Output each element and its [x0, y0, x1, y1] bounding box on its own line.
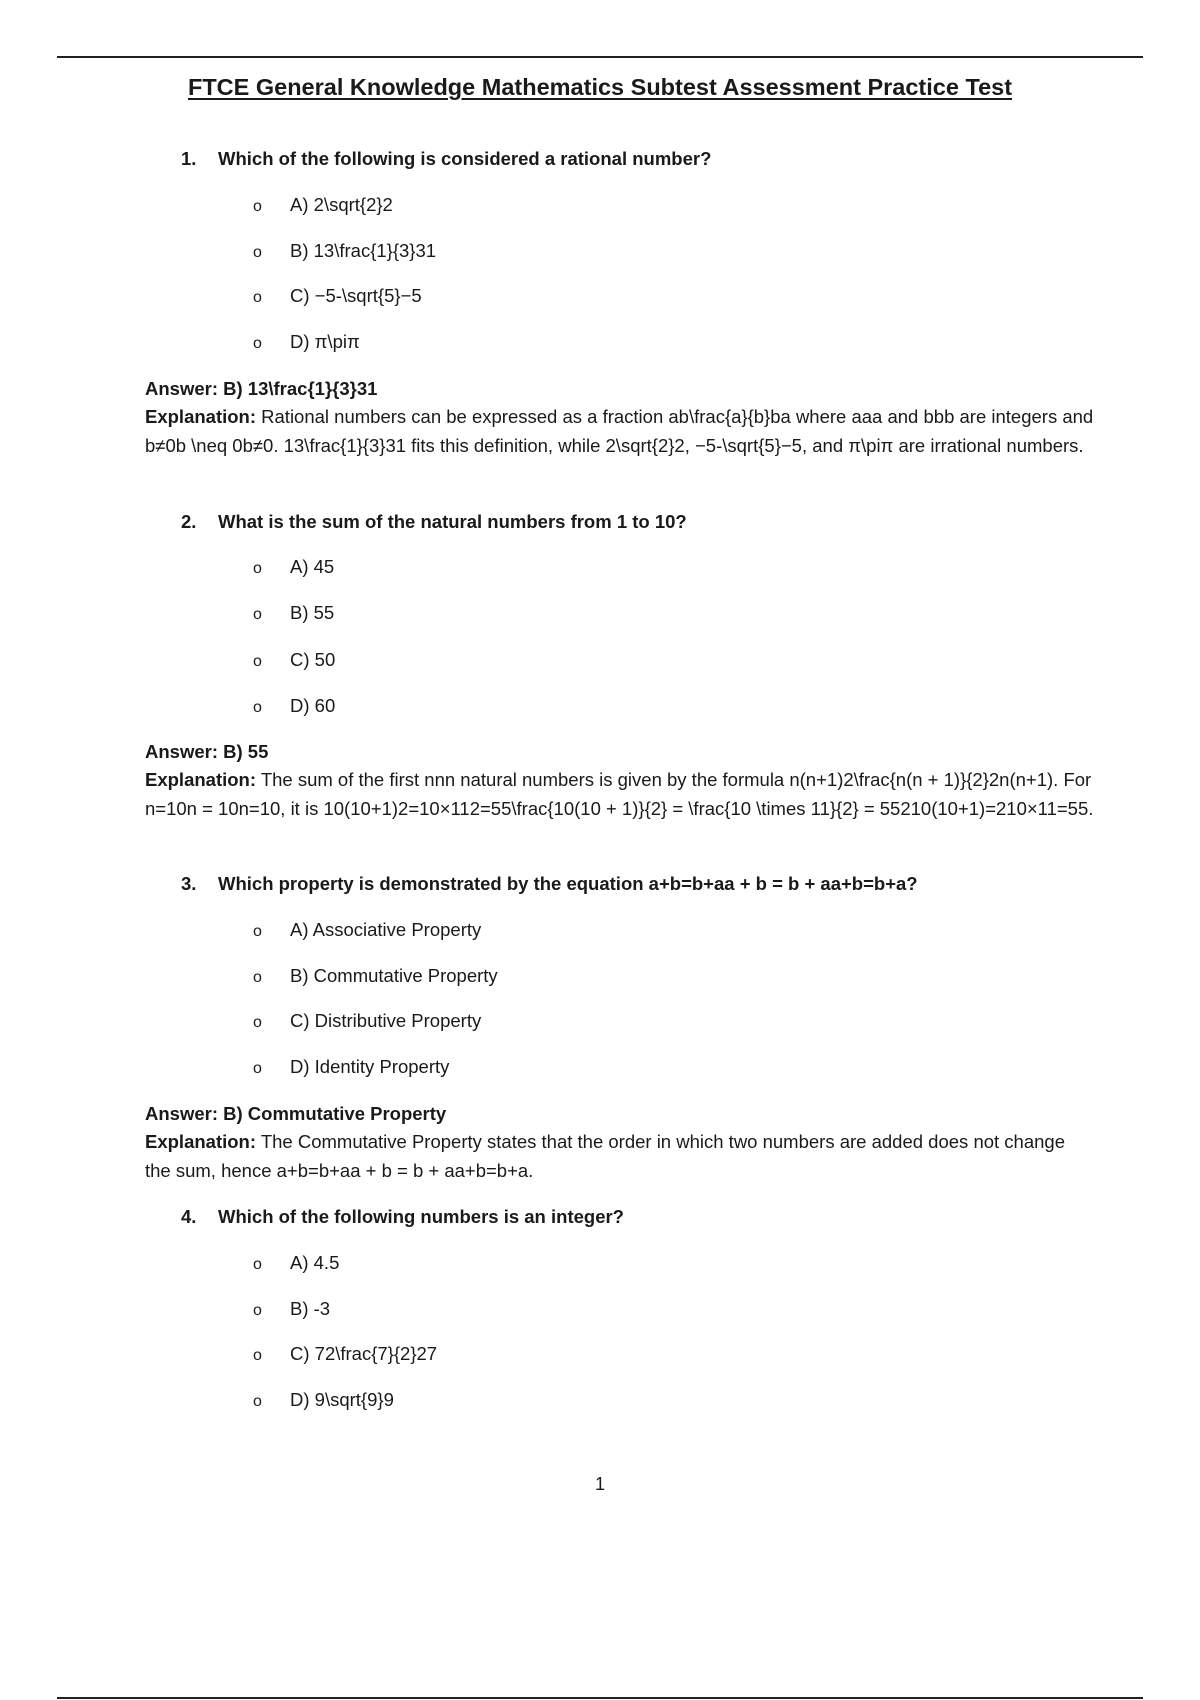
page-number: 1	[594, 1474, 605, 1494]
question-3	[181, 873, 918, 895]
option-4a: o A) 4.5	[253, 1252, 340, 1273]
bullet-icon: o	[253, 923, 262, 940]
question-number: 4.	[181, 1206, 197, 1227]
bullet-icon: o	[253, 1302, 262, 1319]
bullet-icon: o	[253, 289, 262, 306]
question-number: 2.	[181, 511, 197, 532]
bullet-icon: o	[253, 244, 262, 261]
question-number: 3.	[181, 873, 197, 894]
bullet-icon: o	[253, 1347, 262, 1364]
bullet-icon: o	[253, 1014, 262, 1031]
bullet-icon: o	[253, 1256, 262, 1273]
bullet-icon: o	[253, 699, 262, 716]
explanation-1: Explanation: Rational numbers can be expressed as a fraction ab\frac{a}{b}ba where aaa and bbb are integers and b≠0b \neq 0b≠0. 13\frac{1}{3}31 fits this definition, while 2\sqrt{2}2, −5-\sqrt{5}−5, and π\piπ are irrational numbers.	[145, 406, 1094, 456]
option-3d: o D) Identity Property	[253, 1056, 450, 1077]
option-1b: o B) 13\frac{1}{3}31	[253, 240, 437, 261]
option-2a: o A) 45	[253, 556, 335, 577]
question-number: 1.	[181, 148, 197, 169]
question-text: Which of the following is considered a rational number?	[218, 148, 712, 169]
explanation-2: Explanation: The sum of the first nnn natural numbers is given by the formula n(n+1)2\frac{n(n + 1)}{2}2n(n+1). For n=10n = 10n=10, it is 10(10+1)2=10×112=55\frac{10(10 + 1)}{2} = \frac{10 \times 11}{2} = 55210(10+1)=210×11=55.	[145, 769, 1094, 819]
page-title: FTCE General Knowledge Mathematics Subtest Assessment Practice Test	[187, 74, 1013, 100]
option-3c: o C) Distributive Property	[253, 1010, 482, 1031]
question-text: Which of the following numbers is an integer?	[218, 1206, 624, 1227]
bullet-icon: o	[253, 1060, 262, 1077]
option-1d: o D) π\piπ	[253, 331, 360, 352]
bullet-icon: o	[253, 653, 262, 670]
answer-3: Answer: B) Commutative Property	[145, 1103, 447, 1124]
bullet-icon: o	[253, 606, 262, 623]
question-1	[181, 148, 711, 170]
bullet-icon: o	[253, 1393, 262, 1410]
bullet-icon: o	[253, 560, 262, 577]
answer-2: Answer: B) 55	[145, 741, 269, 762]
option-4c: o C) 72\frac{7}{2}27	[253, 1343, 438, 1364]
question-text: What is the sum of the natural numbers from 1 to 10?	[218, 511, 687, 532]
explanation-3: Explanation: The Commutative Property states that the order in which two numbers are added does not change the sum, hence a+b=b+aa + b = b + aa+b=b+a.	[145, 1131, 1065, 1181]
top-rule	[57, 56, 1143, 58]
question-2	[181, 511, 687, 533]
option-3a: o A) Associative Property	[253, 919, 482, 940]
option-2c: o C) 50	[253, 649, 336, 670]
option-1a: o A) 2\sqrt{2}2	[253, 194, 393, 215]
question-4	[181, 1206, 624, 1228]
option-1c: o C) −5-\sqrt{5}−5	[253, 285, 422, 306]
answer-1: Answer: B) 13\frac{1}{3}31	[145, 378, 378, 399]
option-2b: o B) 55	[253, 602, 335, 623]
option-4d: o D) 9\sqrt{9}9	[253, 1389, 394, 1410]
option-4b: o B) -3	[253, 1298, 331, 1319]
option-2d: o D) 60	[253, 695, 336, 716]
bullet-icon: o	[253, 198, 262, 215]
option-3b: o B) Commutative Property	[253, 965, 498, 986]
question-text: Which property is demonstrated by the equation a+b=b+aa + b = b + aa+b=b+a?	[218, 873, 918, 894]
bullet-icon: o	[253, 969, 262, 986]
bottom-rule	[57, 1697, 1143, 1699]
bullet-icon: o	[253, 335, 262, 352]
